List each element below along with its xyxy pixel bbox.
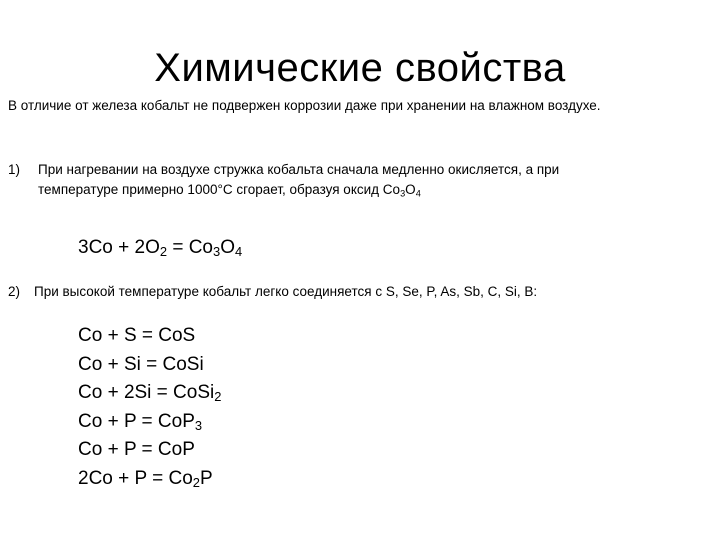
subscript: 3 [213,244,221,260]
subscript: 2 [192,474,200,490]
equations-list [78,322,221,493]
equation-line [78,465,221,494]
equation-text: 2Co + P = Co [78,467,193,489]
equation-text: P [199,467,213,489]
intro-paragraph: В отличие от железа кобальт не подвержен коррозии даже при хранении на влажном воздухе. [8,98,601,113]
subscript: 2 [159,244,168,260]
subscript: 3 [194,417,203,433]
equation-line [78,379,221,408]
list-item-1-line-1: При нагревании на воздухе стружка кобальта сначала медленно окисляется, а при [38,162,560,177]
equation-line [78,351,221,380]
slide-title: Химические свойства [154,46,566,90]
oxide-o: O [405,182,416,197]
equation-text: Co + Si = CoSi [78,353,204,375]
list-item-1-line-2 [38,180,708,200]
equation-part: O [220,237,235,258]
list-number-2: 2) [8,284,21,299]
equation-text: Co + P = CoP [78,410,195,432]
equation-line [78,322,221,351]
subscript: 3 [400,188,406,199]
main-equation [78,234,242,262]
equation-line [78,408,221,437]
list-item-2-body: При высокой температуре кобальт легко соединяется с S, Se, P, As, Sb, C, Si, B: [34,284,538,299]
list-item-1 [8,160,708,200]
equation-text: Co + P = CoP [78,439,195,460]
equation-text: Co + S = CoS [78,325,196,346]
equation-part: 3Co + 2O [78,237,160,258]
list-item-2 [8,282,708,302]
equation-line [78,436,221,465]
list-number-1: 1) [8,162,21,177]
subscript: 2 [214,389,222,405]
equation-part: = Co [167,237,213,258]
subscript: 4 [415,188,421,199]
subscript: 4 [234,244,243,260]
list-item-1-line-2-text: температуре примерно 1000°С сгорает, образуя оксид Co [38,182,401,197]
list-item-1-body [38,160,708,200]
equation-text: Co + 2Si = CoSi [78,382,215,403]
